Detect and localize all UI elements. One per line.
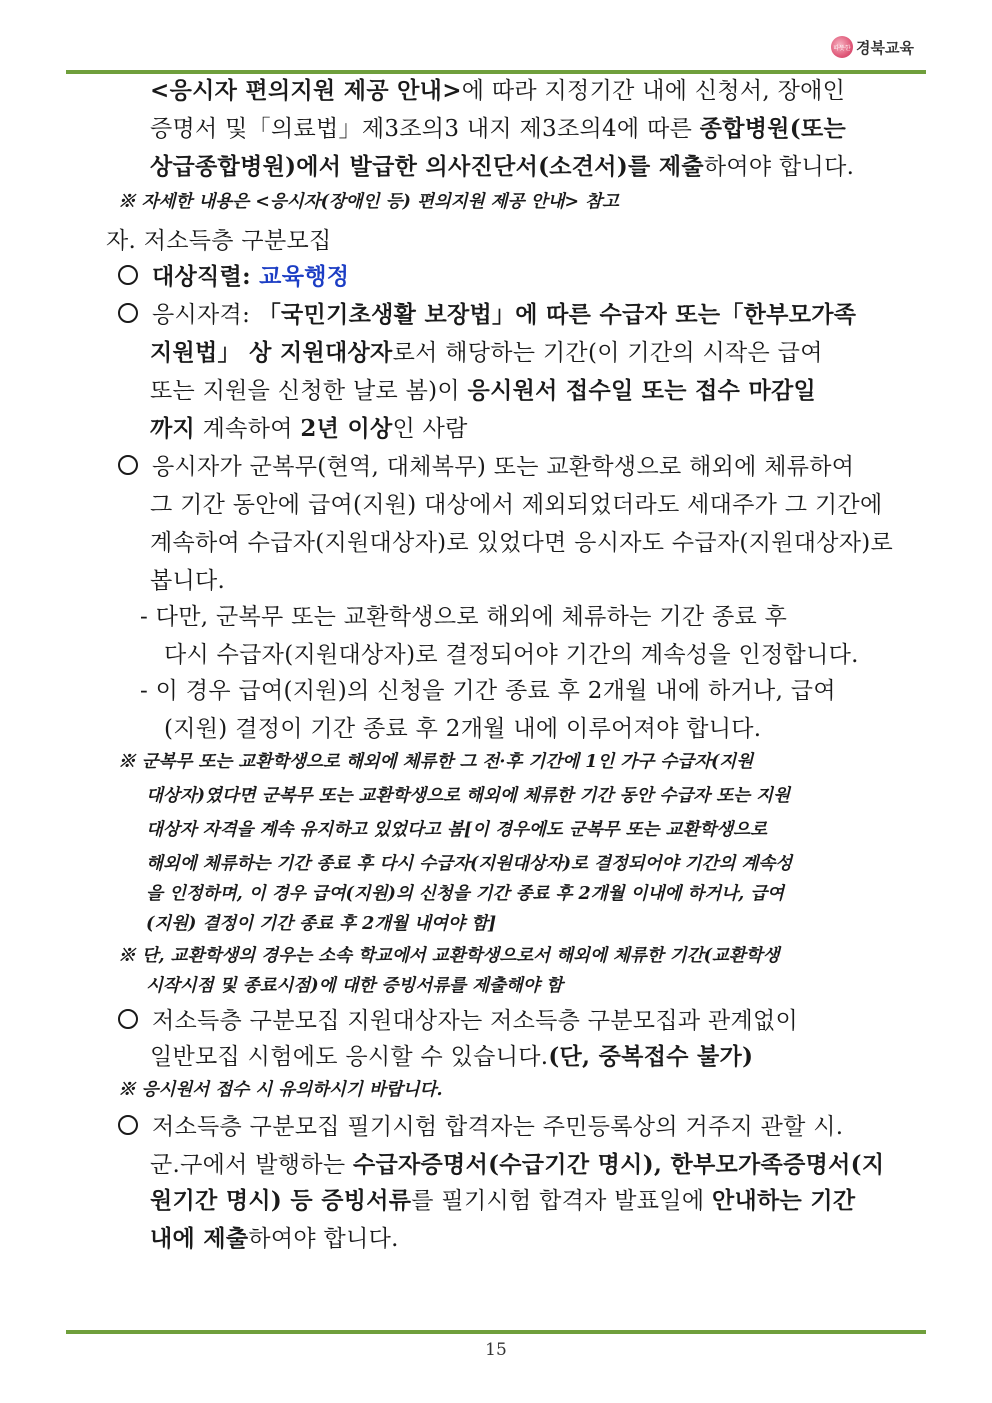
note-line: 시작시점 및 종료시점)에 대한 증빙서류를 제출해야 함 [146,976,563,996]
text-line: (지원) 결정이 기간 종료 후 2개월 내에 이루어져야 합니다. [164,716,762,742]
note-line: ※ 군복무 또는 교환학생으로 해외에 체류한 그 전·후 기간에 1인 가구 수급자(지원 [118,752,754,772]
circle-bullet-icon [118,265,138,285]
header-logo [831,36,914,58]
note-line: ※ 자세한 내용은 <응시자(장애인 등) 편의지원 제공 안내> 참고 [118,192,619,212]
circle-bullet-icon [118,455,138,475]
text-line: <응시자 편의지원 제공 안내>에 따라 지정기간 내에 신청서, 장애인 [150,77,846,104]
logo-text: 경북교육 [856,38,914,57]
text-line: 원기간 명시) 등 증빙서류를 필기시험 합격자 발표일에 안내하는 기간 [150,1187,856,1214]
text-line: 상급종합병원)에서 발급한 의사진단서(소견서)를 제출하여야 합니다. [150,153,855,180]
target-series: 교육행정 [259,263,350,290]
note-line: 해외에 체류하는 기간 종료 후 다시 수급자(지원대상자)로 결정되어야 기간의 계속성 [146,854,793,874]
page-number: 15 [485,1340,507,1360]
text-line: 또는 지원을 신청한 날로 봄)이 응시원서 접수일 또는 접수 마감일 [150,377,817,404]
bullet-item: 저소득층 구분모집 필기시험 합격자는 주민등록상의 거주지 관할 시. [118,1112,843,1142]
note-line: (지원) 결정이 기간 종료 후 2개월 내여야 함] [146,914,497,934]
bullet-item: 대상직렬: 교육행정 [118,262,349,292]
bullet-item: 응시자가 군복무(현역, 대체복무) 또는 교환학생으로 해외에 체류하여 [118,452,854,482]
text-line: 그 기간 동안에 급여(지원) 대상에서 제외되었더라도 세대주가 그 기간에 [150,492,883,518]
text-line: 일반모집 시험에도 응시할 수 있습니다.(단, 중복접수 불가) [150,1043,754,1070]
circle-bullet-icon [118,1115,138,1135]
circle-bullet-icon [118,303,138,323]
footer-divider [66,1330,926,1334]
note-line: 대상자)였다면 군복무 또는 교환학생으로 해외에 체류한 기간 동안 수급자 또는 지원 [146,786,790,806]
note-line: 을 인정하며, 이 경우 급여(지원)의 신청을 기간 종료 후 2개월 이내에 하거나, 급여 [146,884,785,904]
note-line: ※ 응시원서 접수 시 유의하시기 바랍니다. [118,1080,443,1100]
note-line: ※ 단, 교환학생의 경우는 소속 학교에서 교환학생으로서 해외에 체류한 기간(교환학생 [118,946,780,966]
logo-emblem [831,36,853,58]
note-line: 대상자 자격을 계속 유지하고 있었다고 봄[이 경우에도 군복무 또는 교환학생으로 [146,820,767,840]
text-line: 계속하여 수급자(지원대상자)로 있었다면 응시자도 수급자(지원대상자)로 [150,530,894,556]
header-divider [66,70,926,74]
logo-small-text: 따뜻한 [833,44,851,52]
bullet-item: 응시자격: 「국민기초생활 보장법」에 따른 수급자 또는「한부모가족 [118,300,856,330]
section-title: 자. 저소득층 구분모집 [106,228,332,254]
dash-item: - 이 경우 급여(지원)의 신청을 기간 종료 후 2개월 내에 하거나, 급여 [140,678,836,704]
text-line: 군.구에서 발행하는 수급자증명서(수급기간 명시), 한부모가족증명서(지 [150,1151,885,1178]
text-line: 내에 제출하여야 합니다. [150,1225,399,1252]
text-line: 봅니다. [150,568,226,594]
text-line: 지원법」 상 지원대상자로서 해당하는 기간(이 기간의 시작은 급여 [150,339,823,366]
circle-bullet-icon [118,1009,138,1029]
text-line: 까지 계속하여 2년 이상인 사람 [150,415,468,442]
bullet-item: 저소득층 구분모집 지원대상자는 저소득층 구분모집과 관계없이 [118,1006,798,1036]
text-line: 다시 수급자(지원대상자)로 결정되어야 기간의 계속성을 인정합니다. [164,642,859,668]
text-line: 증명서 및「의료법」제3조의3 내지 제3조의4에 따른 종합병원(또는 [150,115,847,142]
dash-item: - 다만, 군복무 또는 교환학생으로 해외에 체류하는 기간 종료 후 [140,604,788,630]
